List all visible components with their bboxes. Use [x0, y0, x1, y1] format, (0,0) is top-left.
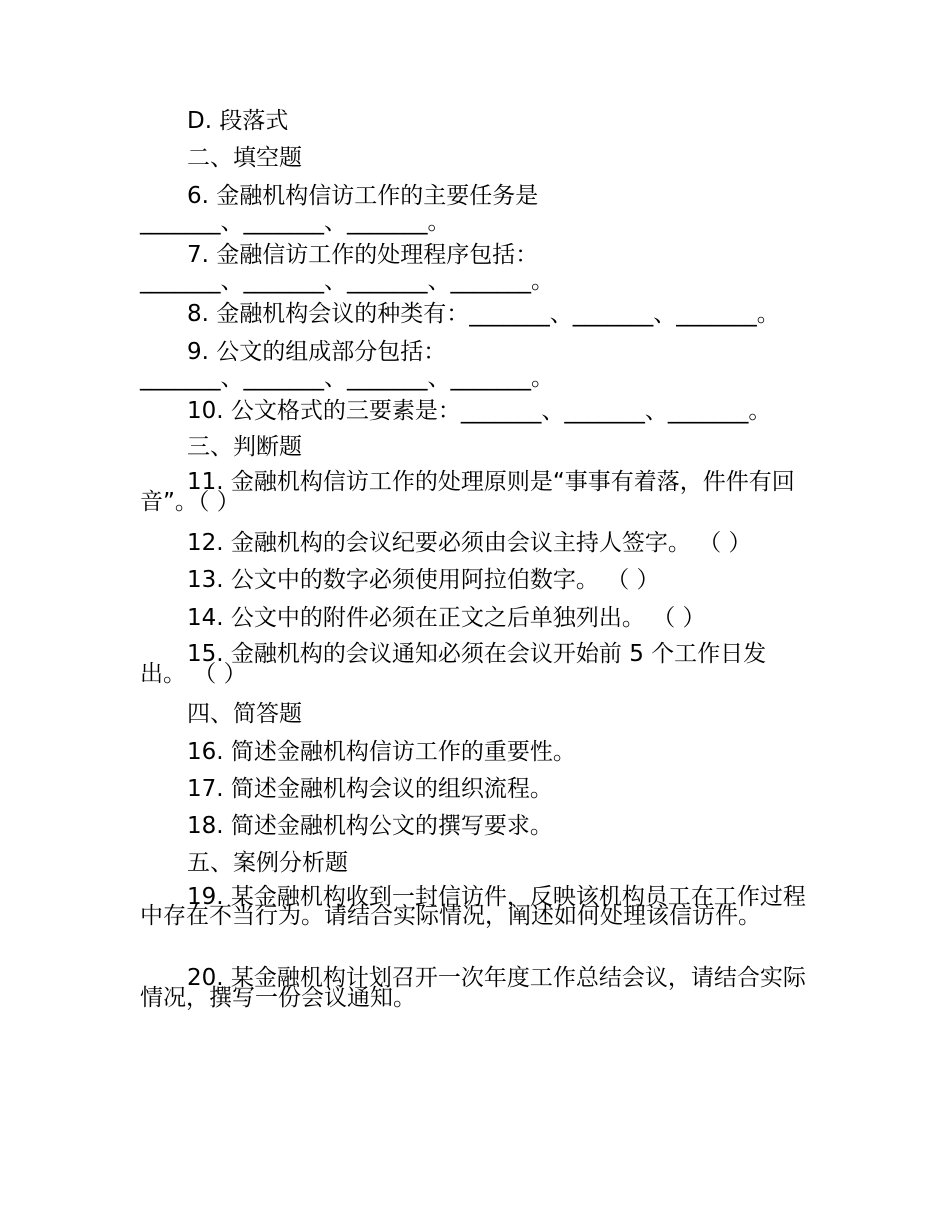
question-20-text: 20. 某金融机构计划召开一次年度工作总结会议，请结合实际情况，撰写一份会议通知。 [140, 965, 806, 1011]
question-17-text: 17. 简述金融机构会议的组织流程。 [187, 776, 553, 802]
question-19-text: 19. 某金融机构收到一封信访件，反映该机构员工在工作过程中存在不当行为。请结合实际情况，阐述如何处理该信访件。 [140, 884, 806, 929]
section-short-answer-title: 四、简答题 [187, 701, 302, 727]
option-d-line: D. 段落式 [187, 108, 289, 134]
section-case-analysis-title: 五、案例分析题 [187, 850, 348, 876]
section-true-false-title: 三、判断题 [187, 434, 302, 460]
question-7-text: 7. 金融信访工作的处理程序包括： [187, 242, 539, 268]
question-18-text: 18. 简述金融机构公文的撰写要求。 [187, 813, 553, 839]
question-9-text: 9. 公文的组成部分包括： [187, 339, 447, 365]
question-6-text: 6. 金融机构信访工作的主要任务是 [187, 183, 539, 209]
question-12-text: 12. 金融机构的会议纪要必须由会议主持人签字。 （ ） [187, 530, 752, 556]
section-fill-blank-title: 二、填空题 [187, 145, 302, 171]
question-8-text: 8. 金融机构会议的种类有：_______、_______、_______。 [187, 301, 780, 327]
question-14-text: 14. 公文中的附件必须在正文之后单独列出。 （ ） [187, 605, 706, 631]
question-11-text: 11. 金融机构信访工作的处理原则是“事事有着落，件件有回音”。（ ） [140, 469, 795, 515]
question-15-text: 15. 金融机构的会议通知必须在会议开始前 5 个工作日发出。 （ ） [140, 641, 767, 687]
question-7-blanks: _______、_______、_______、_______。 [140, 268, 554, 294]
question-9-blanks: _______、_______、_______、_______。 [140, 365, 554, 391]
question-6-blanks: _______、_______、_______。 [140, 209, 451, 235]
question-10-text: 10. 公文格式的三要素是：_______、_______、_______。 [187, 398, 772, 424]
question-16-text: 16. 简述金融机构信访工作的重要性。 [187, 739, 576, 765]
question-13-text: 13. 公文中的数字必须使用阿拉伯数字。 （ ） [187, 567, 660, 593]
